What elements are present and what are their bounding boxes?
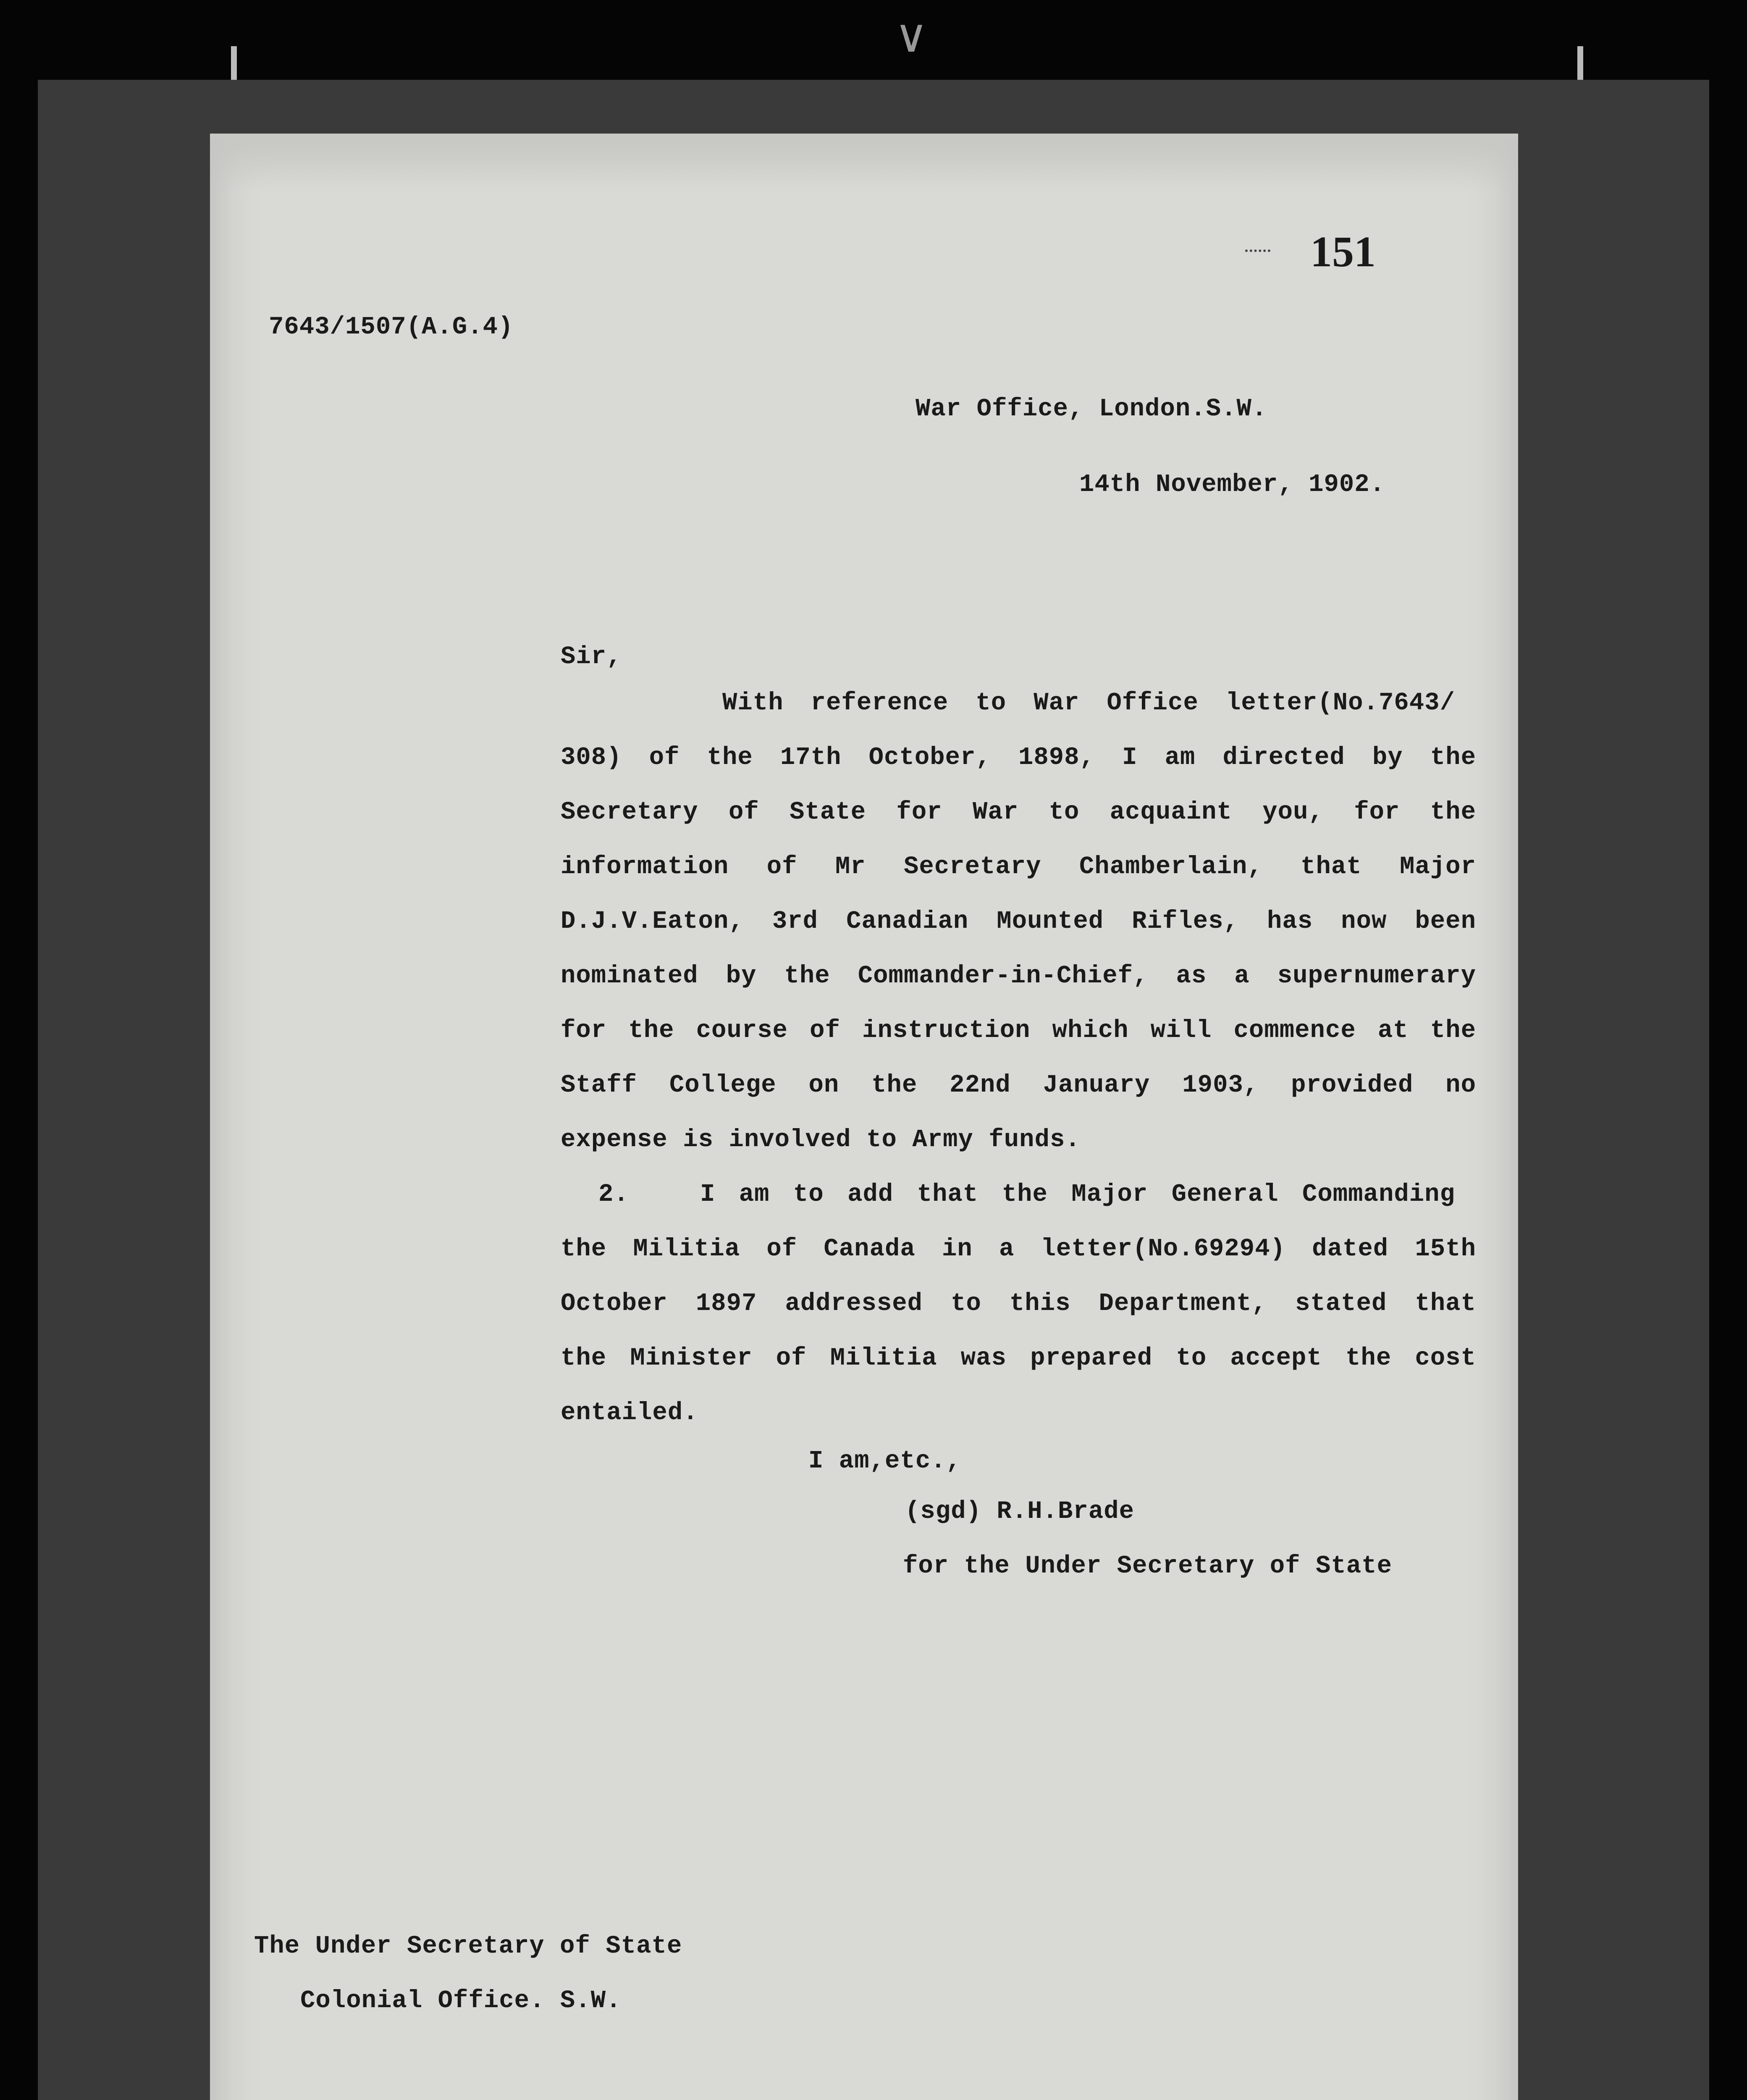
page-number-marks bbox=[1245, 244, 1270, 252]
letter-date: 14th November, 1902. bbox=[1079, 470, 1385, 499]
letter-page bbox=[210, 134, 1518, 2100]
body-line: the Militia of Canada in a letter(No.69294) dated 15th bbox=[561, 1235, 1476, 1263]
file-reference: 7643/1507(A.G.4) bbox=[269, 313, 514, 341]
body-line: expense is involved to Army funds. bbox=[561, 1126, 1081, 1154]
body-line: 308) of the 17th October, 1898, I am directed by the bbox=[561, 743, 1476, 772]
body-line: information of Mr Secretary Chamberlain, that Major bbox=[561, 853, 1476, 881]
signature: (sgd) R.H.Brade bbox=[905, 1497, 1135, 1525]
body-line: With reference to War Office letter(No.7643/ bbox=[722, 689, 1455, 717]
recipient-line-1: The Under Secretary of State bbox=[254, 1932, 682, 1960]
body-line: for the course of instruction which will commence at the bbox=[561, 1016, 1476, 1045]
film-notch-right bbox=[1577, 46, 1583, 80]
body-line: 2. I am to add that the Major General Commanding bbox=[598, 1180, 1455, 1208]
body-line: nominated by the Commander-in-Chief, as a supernumerary bbox=[561, 962, 1476, 990]
body-line: Staff College on the 22nd January 1903, provided no bbox=[561, 1071, 1476, 1099]
signature-title: for the Under Secretary of State bbox=[903, 1552, 1392, 1580]
body-line: Secretary of State for War to acquaint you, for the bbox=[561, 798, 1476, 826]
body-line: D.J.V.Eaton, 3rd Canadian Mounted Rifles, has now been bbox=[561, 907, 1476, 935]
body-line: October 1897 addressed to this Department, stated that bbox=[561, 1289, 1476, 1318]
film-arrow-icon: ∨ bbox=[894, 9, 929, 63]
closing: I am,etc., bbox=[808, 1447, 962, 1475]
recipient-line-2: Colonial Office. S.W. bbox=[300, 1987, 622, 2015]
sender-address: War Office, London.S.W. bbox=[915, 395, 1267, 423]
body-line: the Minister of Militia was prepared to accept the cost bbox=[561, 1344, 1476, 1372]
body-line: entailed. bbox=[561, 1399, 698, 1427]
page-number: 151 bbox=[1310, 228, 1376, 276]
film-notch-left bbox=[231, 46, 237, 80]
salutation: Sir, bbox=[561, 643, 622, 671]
